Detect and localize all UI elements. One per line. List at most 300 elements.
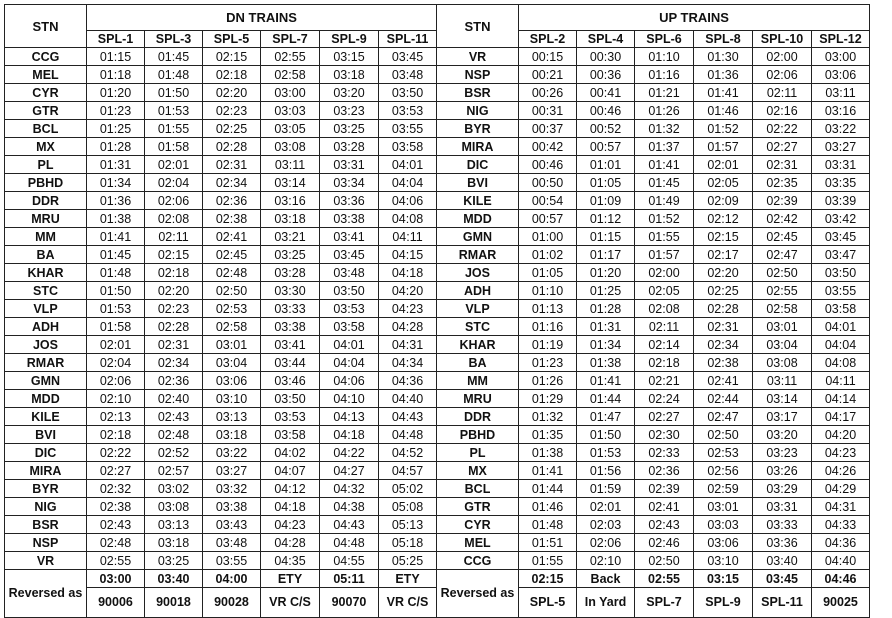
dn-station-cell: DIC xyxy=(5,444,87,462)
dn-reversed-as: VR C/S xyxy=(379,588,437,618)
dn-time-cell: 02:01 xyxy=(87,336,145,354)
up-time-cell: 01:44 xyxy=(577,390,635,408)
dn-time-cell: 03:46 xyxy=(261,372,320,390)
dn-train-header: SPL-5 xyxy=(203,31,261,48)
up-time-cell: 00:52 xyxy=(577,120,635,138)
up-time-cell: 01:12 xyxy=(577,210,635,228)
up-time-cell: 03:42 xyxy=(812,210,870,228)
up-time-cell: 03:00 xyxy=(812,48,870,66)
dn-time-cell: 01:31 xyxy=(87,156,145,174)
up-time-cell: 01:09 xyxy=(577,192,635,210)
up-station-cell: MDD xyxy=(437,210,519,228)
up-time-cell: 00:15 xyxy=(519,48,577,66)
dn-time-cell: 02:13 xyxy=(87,408,145,426)
up-time-cell: 01:10 xyxy=(519,282,577,300)
dn-time-cell: 05:25 xyxy=(379,552,437,570)
dn-time-cell: 02:25 xyxy=(203,120,261,138)
dn-station-cell: MIRA xyxy=(5,462,87,480)
dn-time-cell: 04:18 xyxy=(320,426,379,444)
up-time-cell: 04:17 xyxy=(812,408,870,426)
up-train-header: SPL-4 xyxy=(577,31,635,48)
dn-time-cell: 04:01 xyxy=(379,156,437,174)
dn-trains-title: DN TRAINS xyxy=(87,5,437,31)
dn-time-cell: 01:41 xyxy=(87,228,145,246)
table-row xyxy=(5,390,870,408)
dn-time-cell: 04:12 xyxy=(261,480,320,498)
up-time-cell: 03:03 xyxy=(694,516,753,534)
dn-time-cell: 02:06 xyxy=(87,372,145,390)
up-station-cell: MRU xyxy=(437,390,519,408)
dn-time-cell: 04:40 xyxy=(379,390,437,408)
dn-time-cell: 01:50 xyxy=(87,282,145,300)
dn-time-cell: 01:58 xyxy=(87,318,145,336)
dn-station-cell: MM xyxy=(5,228,87,246)
up-time-cell: 01:55 xyxy=(519,552,577,570)
dn-time-cell: 04:13 xyxy=(320,408,379,426)
up-station-cell: GMN xyxy=(437,228,519,246)
up-time-cell: 02:38 xyxy=(694,354,753,372)
up-station-cell: MX xyxy=(437,462,519,480)
up-time-cell: 03:06 xyxy=(694,534,753,552)
dn-time-cell: 03:11 xyxy=(261,156,320,174)
dn-time-cell: 02:22 xyxy=(87,444,145,462)
up-time-cell: 00:21 xyxy=(519,66,577,84)
dn-station-cell: VR xyxy=(5,552,87,570)
dn-time-cell: 02:15 xyxy=(145,246,203,264)
dn-time-cell: 04:23 xyxy=(261,516,320,534)
dn-time-cell: 02:38 xyxy=(203,210,261,228)
dn-time-cell: 03:21 xyxy=(261,228,320,246)
up-time-cell: 03:36 xyxy=(753,534,812,552)
dn-station-cell: MRU xyxy=(5,210,87,228)
up-time-cell: 01:05 xyxy=(519,264,577,282)
dn-time-cell: 02:38 xyxy=(87,498,145,516)
dn-time-cell: 04:28 xyxy=(379,318,437,336)
dn-time-cell: 02:58 xyxy=(261,66,320,84)
up-time-cell: 02:22 xyxy=(753,120,812,138)
dn-time-cell: 05:18 xyxy=(379,534,437,552)
dn-time-cell: 01:23 xyxy=(87,102,145,120)
up-time-cell: 02:50 xyxy=(753,264,812,282)
table-row xyxy=(5,480,870,498)
table-row xyxy=(5,66,870,84)
dn-reversed-time: 03:40 xyxy=(145,570,203,588)
up-time-cell: 02:47 xyxy=(694,408,753,426)
dn-time-cell: 03:14 xyxy=(261,174,320,192)
up-time-cell: 03:10 xyxy=(694,552,753,570)
dn-time-cell: 02:31 xyxy=(203,156,261,174)
dn-time-cell: 03:00 xyxy=(261,84,320,102)
up-time-cell: 03:01 xyxy=(753,318,812,336)
dn-time-cell: 04:22 xyxy=(320,444,379,462)
dn-station-cell: CCG xyxy=(5,48,87,66)
up-time-cell: 02:01 xyxy=(694,156,753,174)
up-time-cell: 01:21 xyxy=(635,84,694,102)
dn-time-cell: 03:55 xyxy=(203,552,261,570)
dn-time-cell: 01:48 xyxy=(87,264,145,282)
dn-time-cell: 03:18 xyxy=(320,66,379,84)
up-time-cell: 01:13 xyxy=(519,300,577,318)
up-time-cell: 01:53 xyxy=(577,444,635,462)
dn-reversed-label: Reversed as xyxy=(5,570,87,618)
dn-station-cell: CYR xyxy=(5,84,87,102)
dn-reversed-as: 90006 xyxy=(87,588,145,618)
up-station-cell: BYR xyxy=(437,120,519,138)
up-time-cell: 02:21 xyxy=(635,372,694,390)
dn-time-cell: 02:52 xyxy=(145,444,203,462)
dn-time-cell: 04:18 xyxy=(379,264,437,282)
up-station-cell: PL xyxy=(437,444,519,462)
up-time-cell: 03:06 xyxy=(812,66,870,84)
table-row xyxy=(5,300,870,318)
dn-time-cell: 02:36 xyxy=(203,192,261,210)
dn-time-cell: 02:15 xyxy=(203,48,261,66)
dn-time-cell: 04:27 xyxy=(320,462,379,480)
dn-time-cell: 03:58 xyxy=(261,426,320,444)
dn-time-cell: 04:18 xyxy=(261,498,320,516)
dn-time-cell: 01:53 xyxy=(145,102,203,120)
up-time-cell: 03:16 xyxy=(812,102,870,120)
up-time-cell: 00:30 xyxy=(577,48,635,66)
table-row xyxy=(5,534,870,552)
table-row xyxy=(5,552,870,570)
up-station-cell: MM xyxy=(437,372,519,390)
up-time-cell: 01:32 xyxy=(519,408,577,426)
up-time-cell: 01:51 xyxy=(519,534,577,552)
up-time-cell: 02:09 xyxy=(694,192,753,210)
up-time-cell: 02:27 xyxy=(635,408,694,426)
dn-time-cell: 03:41 xyxy=(320,228,379,246)
up-time-cell: 04:01 xyxy=(812,318,870,336)
up-station-cell: CCG xyxy=(437,552,519,570)
table-row xyxy=(5,444,870,462)
up-time-cell: 02:27 xyxy=(753,138,812,156)
dn-train-header: SPL-11 xyxy=(379,31,437,48)
dn-time-cell: 02:28 xyxy=(145,318,203,336)
dn-reversed-time: 04:00 xyxy=(203,570,261,588)
up-time-cell: 03:17 xyxy=(753,408,812,426)
reversed-time-row xyxy=(5,570,870,588)
up-time-cell: 02:50 xyxy=(635,552,694,570)
timetable xyxy=(4,4,870,618)
up-time-cell: 01:52 xyxy=(694,120,753,138)
dn-reversed-as: VR C/S xyxy=(261,588,320,618)
dn-time-cell: 03:20 xyxy=(320,84,379,102)
dn-time-cell: 04:23 xyxy=(379,300,437,318)
dn-time-cell: 02:31 xyxy=(145,336,203,354)
dn-time-cell: 03:13 xyxy=(145,516,203,534)
up-reversed-as: SPL-5 xyxy=(519,588,577,618)
dn-time-cell: 04:06 xyxy=(379,192,437,210)
up-time-cell: 02:58 xyxy=(753,300,812,318)
up-time-cell: 03:55 xyxy=(812,282,870,300)
up-station-cell: KILE xyxy=(437,192,519,210)
up-station-cell: NSP xyxy=(437,66,519,84)
up-time-cell: 01:47 xyxy=(577,408,635,426)
up-reversed-as: SPL-11 xyxy=(753,588,812,618)
up-time-cell: 01:32 xyxy=(635,120,694,138)
up-time-cell: 01:35 xyxy=(519,426,577,444)
dn-time-cell: 03:43 xyxy=(203,516,261,534)
up-reversed-as: SPL-7 xyxy=(635,588,694,618)
dn-station-cell: MEL xyxy=(5,66,87,84)
dn-time-cell: 01:28 xyxy=(87,138,145,156)
dn-time-cell: 02:04 xyxy=(87,354,145,372)
up-time-cell: 01:26 xyxy=(519,372,577,390)
dn-station-cell: PBHD xyxy=(5,174,87,192)
dn-time-cell: 03:13 xyxy=(203,408,261,426)
dn-time-cell: 04:38 xyxy=(320,498,379,516)
table-row xyxy=(5,264,870,282)
dn-time-cell: 03:32 xyxy=(203,480,261,498)
table-row xyxy=(5,48,870,66)
up-train-header: SPL-10 xyxy=(753,31,812,48)
up-time-cell: 00:42 xyxy=(519,138,577,156)
up-time-cell: 04:31 xyxy=(812,498,870,516)
up-time-cell: 02:39 xyxy=(753,192,812,210)
up-time-cell: 03:01 xyxy=(694,498,753,516)
up-time-cell: 03:26 xyxy=(753,462,812,480)
up-time-cell: 00:54 xyxy=(519,192,577,210)
dn-time-cell: 05:02 xyxy=(379,480,437,498)
table-row xyxy=(5,408,870,426)
up-time-cell: 02:06 xyxy=(753,66,812,84)
up-time-cell: 02:11 xyxy=(635,318,694,336)
dn-time-cell: 03:30 xyxy=(261,282,320,300)
up-train-header: SPL-6 xyxy=(635,31,694,48)
up-time-cell: 02:14 xyxy=(635,336,694,354)
dn-time-cell: 02:23 xyxy=(145,300,203,318)
up-time-cell: 03:45 xyxy=(812,228,870,246)
dn-time-cell: 02:43 xyxy=(87,516,145,534)
up-time-cell: 03:50 xyxy=(812,264,870,282)
up-time-cell: 04:04 xyxy=(812,336,870,354)
up-time-cell: 01:25 xyxy=(577,282,635,300)
up-time-cell: 01:38 xyxy=(577,354,635,372)
dn-time-cell: 02:43 xyxy=(145,408,203,426)
dn-time-cell: 05:08 xyxy=(379,498,437,516)
dn-time-cell: 03:33 xyxy=(261,300,320,318)
dn-time-cell: 03:58 xyxy=(379,138,437,156)
up-time-cell: 01:02 xyxy=(519,246,577,264)
dn-station-cell: BCL xyxy=(5,120,87,138)
up-time-cell: 04:23 xyxy=(812,444,870,462)
dn-time-cell: 04:20 xyxy=(379,282,437,300)
table-row xyxy=(5,282,870,300)
dn-station-cell: PL xyxy=(5,156,87,174)
up-time-cell: 04:14 xyxy=(812,390,870,408)
dn-time-cell: 03:50 xyxy=(261,390,320,408)
up-time-cell: 02:05 xyxy=(635,282,694,300)
dn-time-cell: 03:44 xyxy=(261,354,320,372)
up-time-cell: 02:25 xyxy=(694,282,753,300)
dn-reversed-as: 90028 xyxy=(203,588,261,618)
dn-time-cell: 04:32 xyxy=(320,480,379,498)
dn-time-cell: 02:55 xyxy=(87,552,145,570)
up-time-cell: 01:48 xyxy=(519,516,577,534)
up-time-cell: 02:05 xyxy=(694,174,753,192)
dn-time-cell: 03:36 xyxy=(320,192,379,210)
up-time-cell: 00:57 xyxy=(519,210,577,228)
up-time-cell: 04:11 xyxy=(812,372,870,390)
dn-time-cell: 01:45 xyxy=(87,246,145,264)
dn-time-cell: 03:16 xyxy=(261,192,320,210)
up-station-cell: GTR xyxy=(437,498,519,516)
dn-time-cell: 03:25 xyxy=(320,120,379,138)
dn-time-cell: 03:03 xyxy=(261,102,320,120)
dn-time-cell: 02:40 xyxy=(145,390,203,408)
dn-time-cell: 04:34 xyxy=(379,354,437,372)
dn-time-cell: 03:27 xyxy=(203,462,261,480)
up-time-cell: 03:29 xyxy=(753,480,812,498)
table-row xyxy=(5,336,870,354)
dn-time-cell: 03:50 xyxy=(379,84,437,102)
up-time-cell: 01:41 xyxy=(519,462,577,480)
up-time-cell: 02:35 xyxy=(753,174,812,192)
table-row xyxy=(5,354,870,372)
dn-time-cell: 01:15 xyxy=(87,48,145,66)
up-time-cell: 01:57 xyxy=(694,138,753,156)
dn-time-cell: 01:53 xyxy=(87,300,145,318)
up-station-cell: RMAR xyxy=(437,246,519,264)
up-time-cell: 03:47 xyxy=(812,246,870,264)
table-row xyxy=(5,516,870,534)
dn-time-cell: 02:18 xyxy=(145,264,203,282)
up-reversed-as: SPL-9 xyxy=(694,588,753,618)
table-row xyxy=(5,120,870,138)
dn-time-cell: 01:50 xyxy=(145,84,203,102)
up-time-cell: 00:57 xyxy=(577,138,635,156)
up-stn-header: STN xyxy=(437,5,519,48)
dn-time-cell: 05:13 xyxy=(379,516,437,534)
up-time-cell: 01:31 xyxy=(577,318,635,336)
up-time-cell: 00:46 xyxy=(519,156,577,174)
dn-time-cell: 03:53 xyxy=(320,300,379,318)
up-time-cell: 02:50 xyxy=(694,426,753,444)
up-trains-title: UP TRAINS xyxy=(519,5,870,31)
up-station-cell: BVI xyxy=(437,174,519,192)
up-time-cell: 02:56 xyxy=(694,462,753,480)
up-time-cell: 03:14 xyxy=(753,390,812,408)
up-time-cell: 03:31 xyxy=(812,156,870,174)
up-time-cell: 02:08 xyxy=(635,300,694,318)
up-time-cell: 00:31 xyxy=(519,102,577,120)
dn-station-cell: DDR xyxy=(5,192,87,210)
dn-time-cell: 01:25 xyxy=(87,120,145,138)
dn-reversed-as: 90070 xyxy=(320,588,379,618)
up-station-cell: VR xyxy=(437,48,519,66)
up-time-cell: 01:46 xyxy=(694,102,753,120)
dn-time-cell: 03:55 xyxy=(379,120,437,138)
up-time-cell: 02:41 xyxy=(635,498,694,516)
dn-time-cell: 04:43 xyxy=(320,516,379,534)
dn-time-cell: 01:20 xyxy=(87,84,145,102)
up-time-cell: 02:45 xyxy=(753,228,812,246)
dn-time-cell: 01:58 xyxy=(145,138,203,156)
dn-reversed-time: 05:11 xyxy=(320,570,379,588)
dn-time-cell: 02:55 xyxy=(261,48,320,66)
up-time-cell: 03:11 xyxy=(812,84,870,102)
dn-time-cell: 02:06 xyxy=(145,192,203,210)
dn-time-cell: 02:53 xyxy=(203,300,261,318)
up-time-cell: 00:50 xyxy=(519,174,577,192)
up-time-cell: 03:27 xyxy=(812,138,870,156)
dn-time-cell: 02:58 xyxy=(203,318,261,336)
up-train-header: SPL-2 xyxy=(519,31,577,48)
up-station-cell: PBHD xyxy=(437,426,519,444)
up-station-cell: CYR xyxy=(437,516,519,534)
dn-time-cell: 04:06 xyxy=(320,372,379,390)
dn-stn-header: STN xyxy=(5,5,87,48)
dn-time-cell: 03:48 xyxy=(203,534,261,552)
dn-time-cell: 03:45 xyxy=(379,48,437,66)
up-time-cell: 02:46 xyxy=(635,534,694,552)
up-time-cell: 02:01 xyxy=(577,498,635,516)
table-row xyxy=(5,192,870,210)
table-row xyxy=(5,210,870,228)
dn-time-cell: 02:10 xyxy=(87,390,145,408)
up-time-cell: 02:55 xyxy=(753,282,812,300)
up-time-cell: 02:53 xyxy=(694,444,753,462)
table-row xyxy=(5,138,870,156)
up-reversed-time: 03:45 xyxy=(753,570,812,588)
up-time-cell: 01:34 xyxy=(577,336,635,354)
dn-time-cell: 03:34 xyxy=(320,174,379,192)
dn-time-cell: 03:41 xyxy=(261,336,320,354)
dn-time-cell: 04:11 xyxy=(379,228,437,246)
up-reversed-label: Reversed as xyxy=(437,570,519,618)
up-station-cell: MIRA xyxy=(437,138,519,156)
dn-time-cell: 02:48 xyxy=(87,534,145,552)
header-row-groups xyxy=(5,5,870,31)
dn-time-cell: 03:28 xyxy=(320,138,379,156)
dn-time-cell: 03:50 xyxy=(320,282,379,300)
dn-time-cell: 02:20 xyxy=(145,282,203,300)
up-time-cell: 02:31 xyxy=(694,318,753,336)
up-station-cell: VLP xyxy=(437,300,519,318)
dn-time-cell: 03:08 xyxy=(145,498,203,516)
dn-train-header: SPL-7 xyxy=(261,31,320,48)
up-reversed-time: Back xyxy=(577,570,635,588)
dn-time-cell: 04:48 xyxy=(379,426,437,444)
up-time-cell: 01:20 xyxy=(577,264,635,282)
up-time-cell: 02:17 xyxy=(694,246,753,264)
up-time-cell: 02:28 xyxy=(694,300,753,318)
dn-station-cell: KILE xyxy=(5,408,87,426)
dn-time-cell: 04:57 xyxy=(379,462,437,480)
up-time-cell: 01:41 xyxy=(577,372,635,390)
dn-time-cell: 04:48 xyxy=(320,534,379,552)
dn-time-cell: 04:01 xyxy=(320,336,379,354)
up-time-cell: 01:41 xyxy=(635,156,694,174)
dn-time-cell: 02:28 xyxy=(203,138,261,156)
up-station-cell: NIG xyxy=(437,102,519,120)
up-time-cell: 01:56 xyxy=(577,462,635,480)
up-time-cell: 03:58 xyxy=(812,300,870,318)
up-time-cell: 02:41 xyxy=(694,372,753,390)
dn-time-cell: 03:38 xyxy=(320,210,379,228)
up-time-cell: 02:47 xyxy=(753,246,812,264)
up-time-cell: 04:36 xyxy=(812,534,870,552)
up-time-cell: 04:20 xyxy=(812,426,870,444)
dn-reversed-time: ETY xyxy=(379,570,437,588)
dn-time-cell: 01:18 xyxy=(87,66,145,84)
up-time-cell: 03:22 xyxy=(812,120,870,138)
up-time-cell: 04:08 xyxy=(812,354,870,372)
up-time-cell: 04:29 xyxy=(812,480,870,498)
up-time-cell: 02:24 xyxy=(635,390,694,408)
up-time-cell: 01:41 xyxy=(694,84,753,102)
